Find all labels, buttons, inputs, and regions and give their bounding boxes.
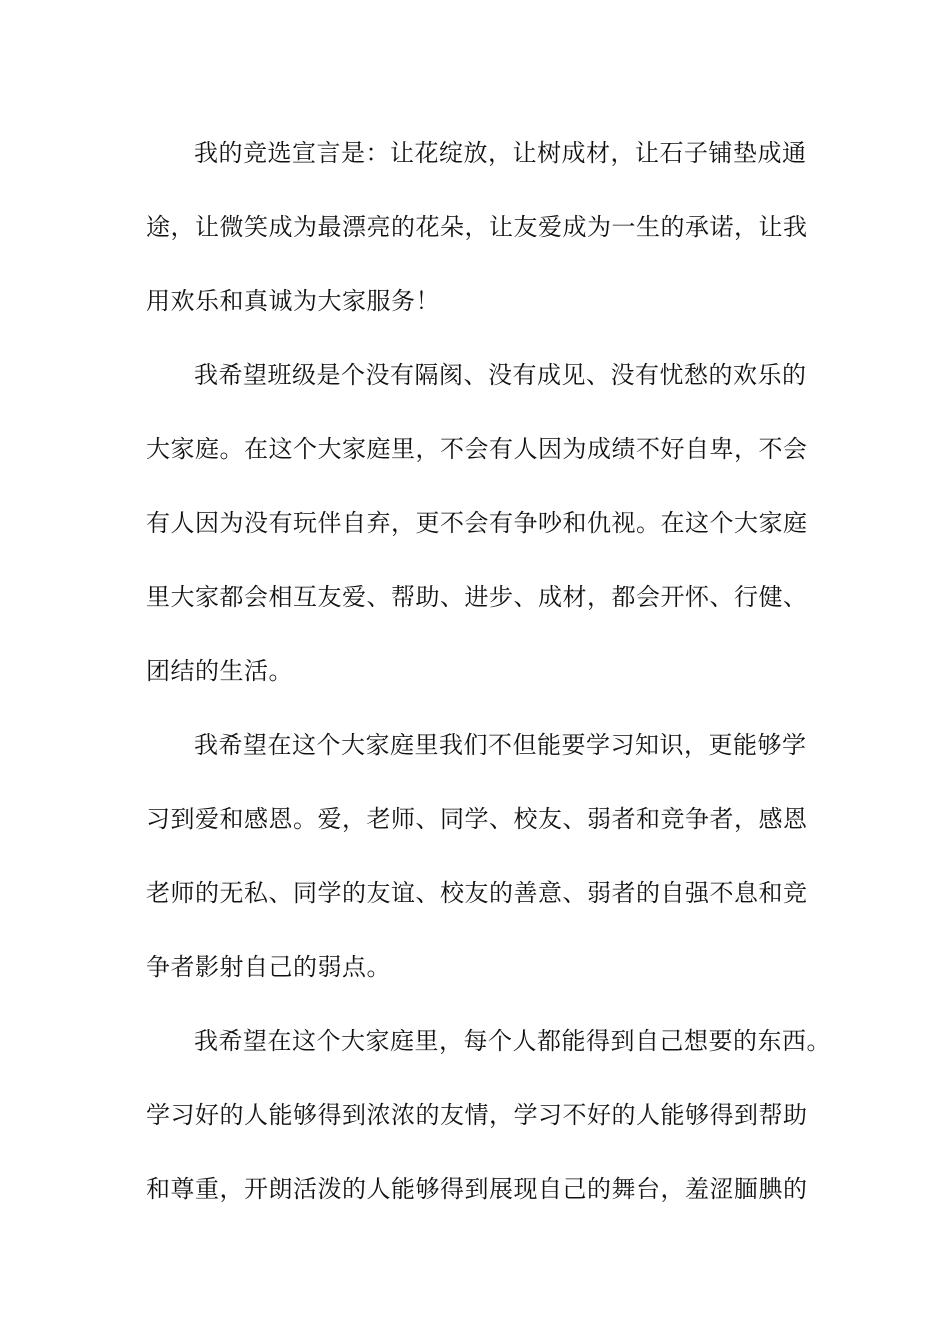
paragraph-line: 里大家都会相互友爱、帮助、进步、成材，都会开怀、行健、 (146, 583, 808, 611)
paragraph-line: 大家庭。在这个大家庭里，不会有人因为成绩不好自卑，不会 (146, 435, 808, 463)
paragraph-1 (146, 116, 846, 338)
document-body (146, 116, 846, 1226)
paragraph-line: 学习好的人能够得到浓浓的友情，学习不好的人能够得到帮助 (146, 1101, 808, 1129)
paragraph-line: 习到爱和感恩。爱，老师、同学、校友、弱者和竞争者，感恩 (146, 805, 808, 833)
paragraph-line: 途，让微笑成为最漂亮的花朵，让友爱成为一生的承诺，让我 (146, 213, 808, 241)
paragraph-line: 我的竞选宣言是：让花绽放，让树成材，让石子铺垫成通 (194, 139, 807, 167)
paragraph-line: 用欢乐和真诚为大家服务！ (146, 287, 440, 315)
paragraph-line: 老师的无私、同学的友谊、校友的善意、弱者的自强不息和竞 (146, 879, 808, 907)
paragraph-line: 我希望在这个大家庭里我们不但能要学习知识，更能够学 (194, 731, 807, 759)
paragraph-4 (146, 1004, 846, 1226)
paragraph-2 (146, 338, 846, 708)
paragraph-line: 和尊重，开朗活泼的人能够得到展现自己的舞台，羞涩腼腆的 (146, 1175, 808, 1203)
paragraph-line: 我希望班级是个没有隔阂、没有成见、没有忧愁的欢乐的 (194, 361, 807, 389)
paragraph-line: 争者影射自己的弱点。 (146, 953, 391, 981)
paragraph-line: 有人因为没有玩伴自弃，更不会有争吵和仇视。在这个大家庭 (146, 509, 808, 537)
paragraph-line: 我希望在这个大家庭里，每个人都能得到自己想要的东西。 (194, 1027, 831, 1055)
paragraph-line: 团结的生活。 (146, 657, 293, 685)
paragraph-3 (146, 708, 846, 1004)
